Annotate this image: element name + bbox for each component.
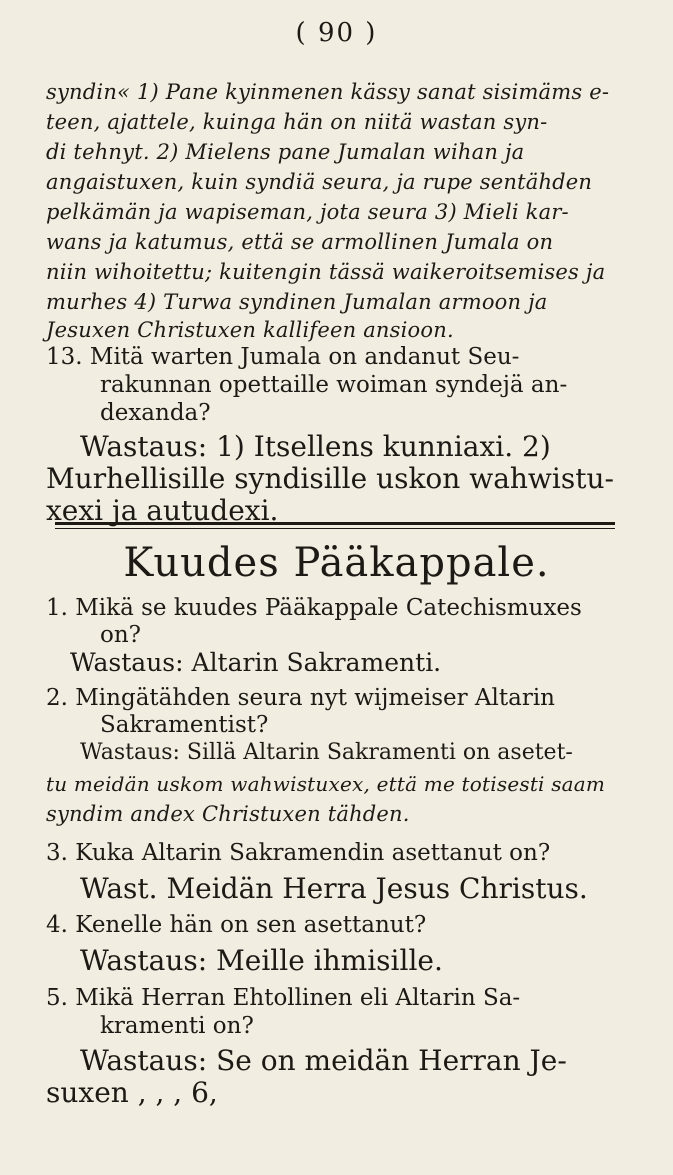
page-number-header: ( 90 )	[295, 18, 378, 48]
question-2: 2. Mingätähden seura nyt wijmeiser Altarin	[46, 685, 555, 711]
answer-4: Wastaus: Meille ihmisille.	[80, 944, 443, 977]
text-line: di tehnyt. 2) Mielens pane Jumalan wihan ja	[46, 140, 525, 164]
question-5-cont: kramenti on?	[100, 1013, 254, 1039]
answer-13-cont: xexi ja autudexi.	[46, 494, 279, 527]
question-1: 1. Mikä se kuudes Pääkappale Catechismuxes	[46, 595, 582, 621]
section-divider-thin	[55, 528, 615, 529]
answer-1: Wastaus: Altarin Sakramenti.	[70, 648, 442, 677]
answer-2: Wastaus: Sillä Altarin Sakramenti on asetet-	[80, 740, 573, 765]
answer-13-cont: Murhellisille syndisille uskon wahwistu-	[46, 462, 614, 495]
question-4: 4. Kenelle hän on sen asettanut?	[46, 912, 427, 938]
question-13-cont: dexanda?	[100, 400, 211, 426]
answer-5-cont: suxen , , , 6,	[46, 1076, 218, 1109]
text-line: niin wihoitettu; kuitengin tässä waikeroitsemises ja	[46, 260, 606, 284]
answer-2-cont: syndim andex Christuxen tähden.	[46, 802, 410, 826]
text-line: syndin« 1) Pane kyinmenen kässy sanat sisimäms e-	[46, 80, 610, 104]
text-line: pelkämän ja wapiseman, jota seura 3) Mieli kar-	[46, 200, 569, 224]
text-line: murhes 4) Turwa syndinen Jumalan armoon ja	[46, 290, 548, 314]
question-13-cont: rakunnan opettaille woiman syndejä an-	[100, 372, 568, 398]
text-line: angaistuxen, kuin syndiä seura, ja rupe sentähden	[46, 170, 593, 194]
question-5: 5. Mikä Herran Ehtollinen eli Altarin Sa-	[46, 985, 521, 1011]
question-2-cont: Sakramentist?	[100, 712, 269, 738]
answer-2-cont: tu meidän uskom wahwistuxex, että me totisesti saam	[46, 772, 606, 796]
question-3: 3. Kuka Altarin Sakramendin asettanut on?	[46, 840, 551, 866]
section-divider	[55, 522, 615, 525]
question-1-cont: on?	[100, 622, 141, 648]
answer-5: Wastaus: Se on meidän Herran Je-	[80, 1044, 567, 1077]
question-13: 13. Mitä warten Jumala on andanut Seu-	[46, 344, 520, 370]
answer-13: Wastaus: 1) Itsellens kunniaxi. 2)	[80, 430, 551, 463]
answer-3: Wast. Meidän Herra Jesus Christus.	[80, 872, 588, 905]
text-line: teen, ajattele, kuinga hän on niitä wastan syn-	[46, 110, 548, 134]
section-title: Kuudes Pääkappale.	[123, 540, 550, 586]
text-line: Jesuxen Christuxen kallifeen ansioon.	[46, 318, 454, 342]
text-line: wans ja katumus, että se armollinen Jumala on	[46, 230, 554, 254]
